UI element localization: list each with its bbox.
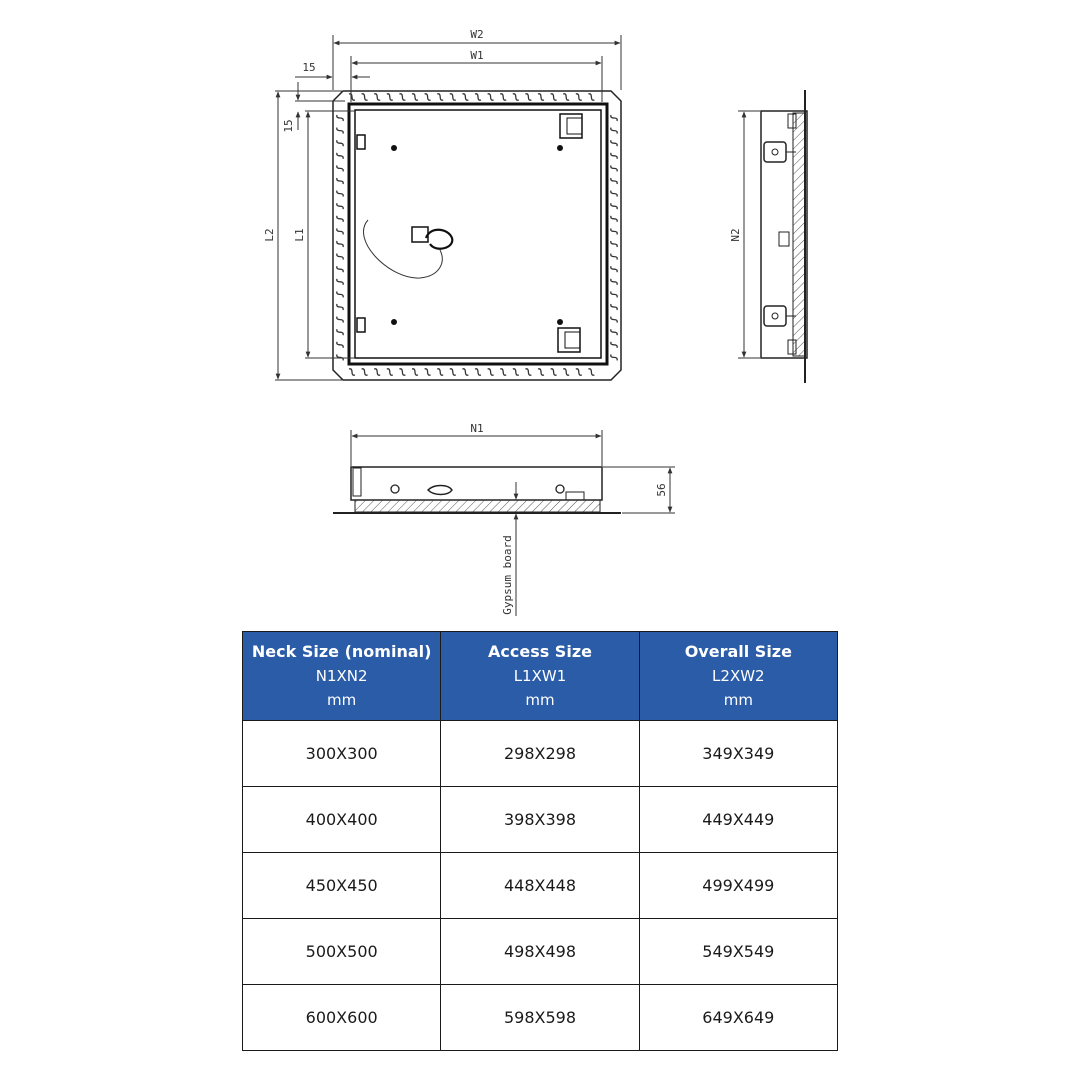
dim-w1: W1 xyxy=(470,49,484,62)
table-cell: 398X398 xyxy=(441,787,639,853)
dim-56: 56 xyxy=(655,483,668,497)
table-cell: 349X349 xyxy=(639,721,837,787)
front-view xyxy=(333,91,621,380)
size-table xyxy=(242,631,838,1051)
header-overall-size xyxy=(639,632,837,721)
table-cell: 400X400 xyxy=(243,787,441,853)
header-title: Access Size xyxy=(487,642,592,661)
table-cell: 499X499 xyxy=(639,853,837,919)
table-header-row xyxy=(243,632,838,721)
header-title: Overall Size xyxy=(684,642,792,661)
gypsum-board-label: Gypsum board xyxy=(501,535,514,615)
table-cell: 300X300 xyxy=(243,721,441,787)
dim-l1: L1 xyxy=(293,228,306,242)
table-cell: 448X448 xyxy=(441,853,639,919)
table-cell: 598X598 xyxy=(441,985,639,1051)
table-row xyxy=(243,721,838,787)
table-cell: 649X649 xyxy=(639,985,837,1051)
table-cell: 498X498 xyxy=(441,919,639,985)
header-access-size xyxy=(441,632,639,721)
table-cell: 549X549 xyxy=(639,919,837,985)
table-cell: 450X450 xyxy=(243,853,441,919)
side-view xyxy=(761,90,807,383)
header-sub: N1XN2 xyxy=(315,667,368,685)
table-cell: 600X600 xyxy=(243,985,441,1051)
table-cell: 500X500 xyxy=(243,919,441,985)
dim-l2: L2 xyxy=(263,228,276,242)
table-row xyxy=(243,787,838,853)
table-cell: 449X449 xyxy=(639,787,837,853)
header-neck-size xyxy=(243,632,441,721)
header-unit: mm xyxy=(723,691,753,709)
dim-15-top: 15 xyxy=(302,61,316,74)
header-unit: mm xyxy=(327,691,357,709)
dim-n1: N1 xyxy=(470,422,484,435)
dim-15-side: 15 xyxy=(282,119,295,133)
dim-n2: N2 xyxy=(729,228,742,242)
dim-w2: W2 xyxy=(470,28,484,41)
table-row xyxy=(243,985,838,1051)
header-unit: mm xyxy=(525,691,555,709)
bottom-view xyxy=(333,467,621,513)
table-row xyxy=(243,853,838,919)
header-sub: L1XW1 xyxy=(513,667,567,685)
header-sub: L2XW2 xyxy=(712,667,765,685)
header-title: Neck Size (nominal) xyxy=(251,642,432,661)
table-row xyxy=(243,919,838,985)
table-cell: 298X298 xyxy=(441,721,639,787)
